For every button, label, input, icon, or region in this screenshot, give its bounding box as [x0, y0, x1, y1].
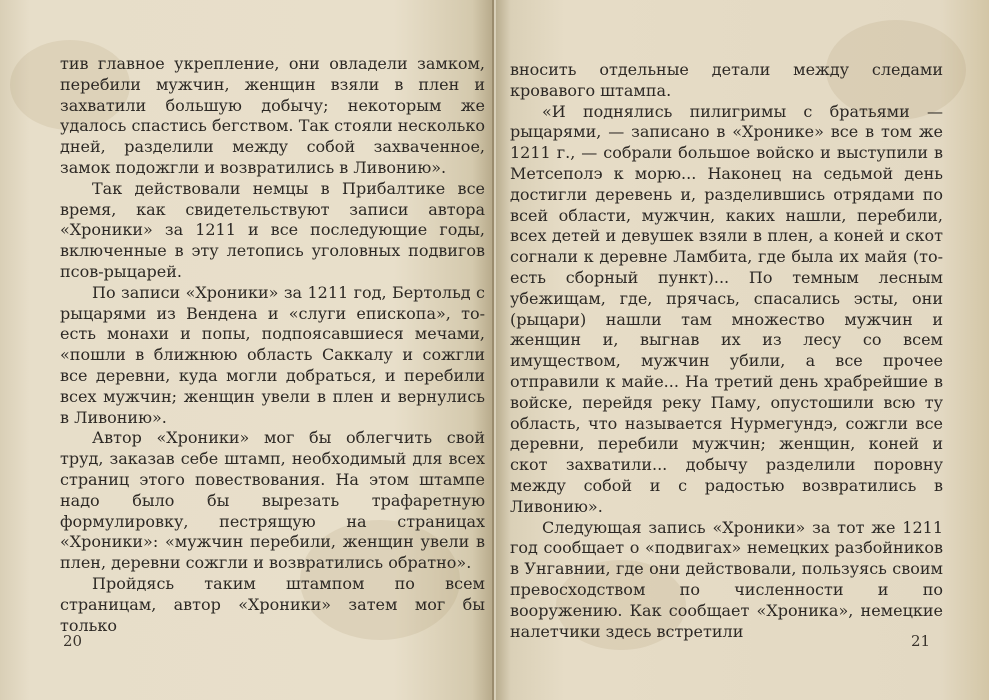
paragraph: «И поднялись пилигримы с братьями — рыцарями, — записано в «Хронике» все в том же 1211 г., — собрали большое войско и выступили в Метсеполэ к морю... Наконец на седьмой день достигли деревень и, разделившись отрядами по всей области, мужчин, каких нашли, перебили, всех детей и девушек взяли в плен, а коней и скот согнали к деревне Ламбита, где была их майя (то-есть сборный пункт)... По темным лесным убежищам, где, прячась, спасались эсты, они (рыцари) нашли там множество мужчин и женщин и, выгнав их из лесу со всем имуществом, мужчин убили, а все прочее отправили к майе... На третий день храбрейшие в войске, перейдя реку Паму, опустошили всю ту область, что называется Нурмегундэ, сожгли все деревни, перебили мужчин; женщин, коней и скот захватили... добычу разделили поровну между собой и с радостью возвратились в Ливонию».: [510, 101, 943, 516]
paragraph: Пройдясь таким штампом по всем страницам, автор «Хроники» затем мог бы только: [60, 573, 485, 635]
right-page-text: [510, 60, 943, 642]
page-number: 20: [63, 632, 83, 650]
paragraph: Следующая запись «Хроники» за тот же 1211 год сообщает о «подвигах» немецких разбойников в Унгавнии, где они действовали, пользуясь своим превосходством по численности и по вооружению. Как сообщает «Хроника», немецкие налетчики здесь встретили: [510, 517, 943, 641]
paragraph: тив главное укрепление, они овладели замком, перебили мужчин, женщин взяли в плен и захватили большую добычу; некоторым же удалось спастись бегством. Так стояли несколько дней, разделили между собой захваченное, замок подожгли и возвратились в Ливонию».: [60, 54, 485, 177]
left-page: [0, 0, 494, 700]
paragraph: Автор «Хроники» мог бы облегчить свой труд, заказав себе штамп, необходимый для всех страниц этого повествования. На этом штампе надо было бы вырезать трафаретную формулировку, пестрящую на страницах «Хроники»: «мужчин перебили, женщин увели в плен, деревни сожгли и возвратились обратно».: [60, 428, 485, 573]
left-page-text: [60, 54, 485, 636]
page-number: 21: [911, 632, 931, 650]
paragraph: Так действовали немцы в Прибалтике все время, как свидетельствуют записи автора «Хроники» за 1211 и все последующие годы, включенные в эту летопись уголовных подвигов псов-рыцарей.: [60, 178, 485, 281]
paragraph: По записи «Хроники» за 1211 год, Бертольд с рыцарями из Вендена и «слуги епископа», то-есть монахи и попы, подпоясавшиеся мечами, «пошли в ближнюю область Саккалу и сожгли все деревни, куда могли добраться, и перебили всех мужчин; женщин увели в плен и вернулись в Ливонию».: [60, 282, 485, 427]
paragraph: вносить отдельные детали между следами кровавого штампа.: [510, 60, 943, 100]
right-page: [496, 0, 989, 700]
